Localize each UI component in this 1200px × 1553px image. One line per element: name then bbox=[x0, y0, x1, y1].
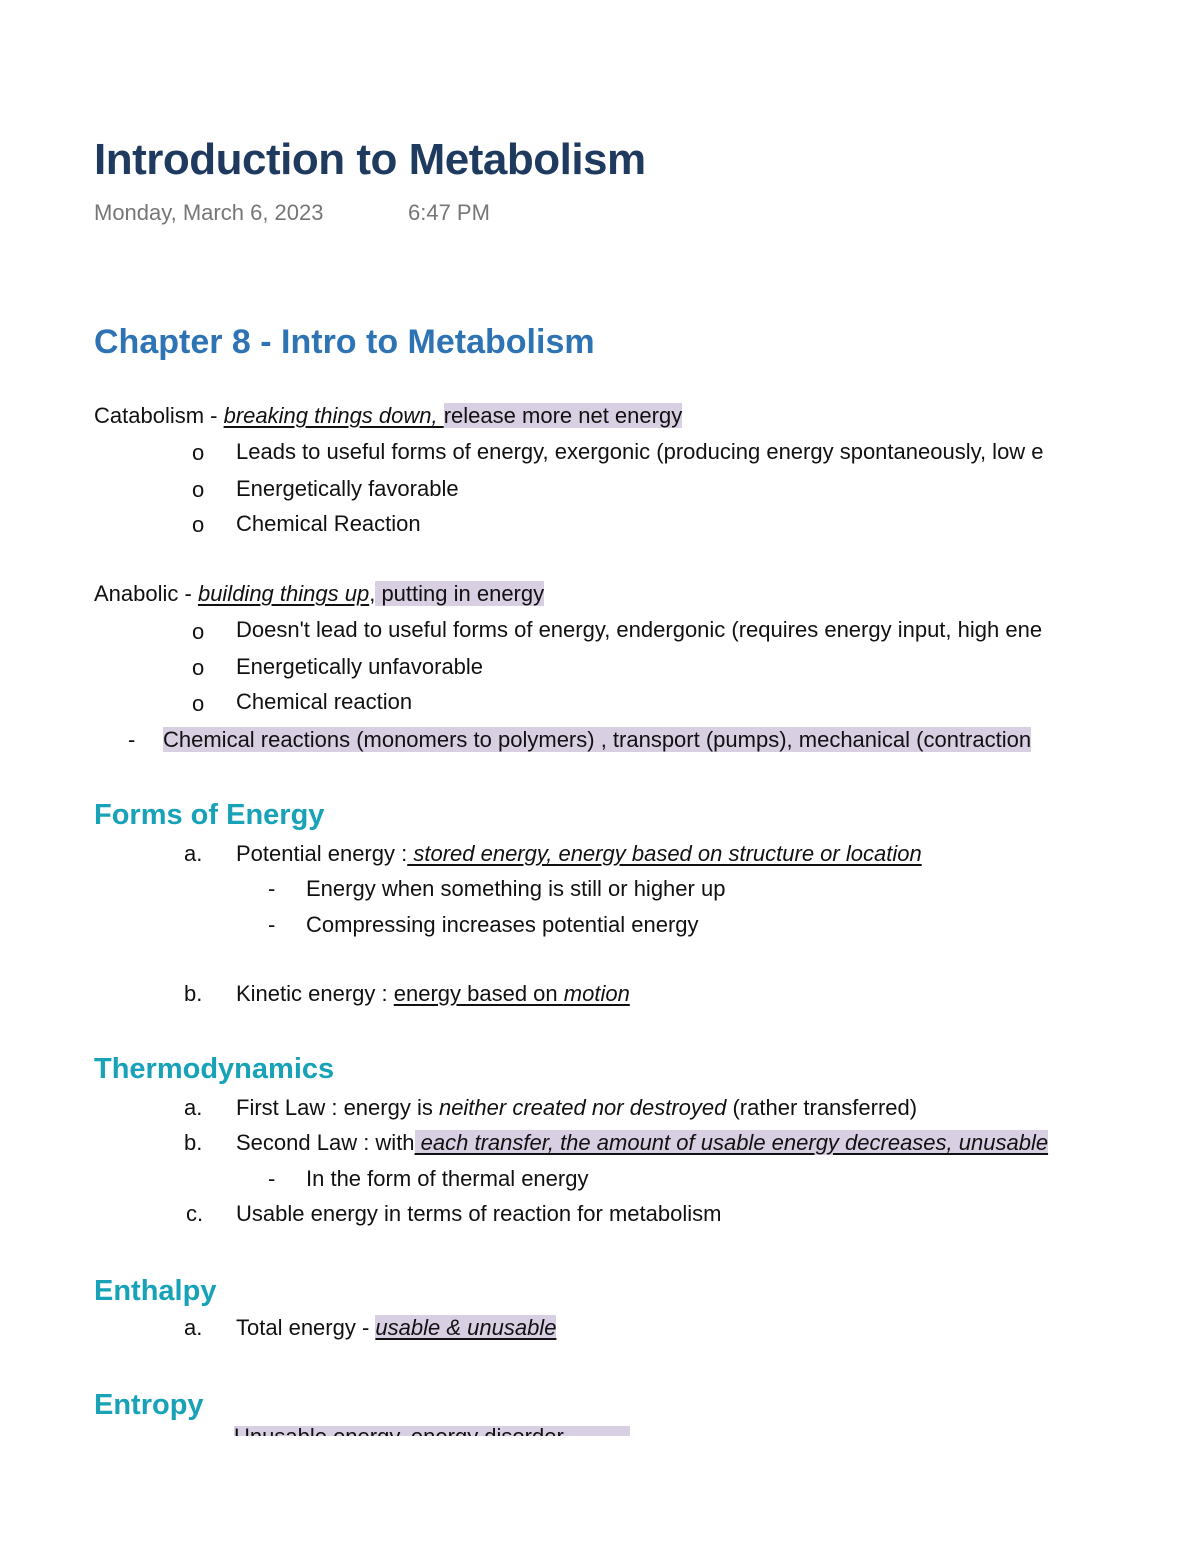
bullet-marker: o bbox=[192, 619, 205, 644]
total-energy-highlight: usable & unusable bbox=[375, 1315, 557, 1340]
anabolic-comma: , bbox=[369, 581, 376, 606]
total-energy-pre: Total energy - bbox=[236, 1315, 376, 1340]
thermo-heading: Thermodynamics bbox=[94, 1053, 335, 1085]
dash-marker: - bbox=[268, 1166, 276, 1191]
first-law-line bbox=[236, 1093, 917, 1123]
chapter-heading: Chapter 8 - Intro to Metabolism bbox=[94, 323, 595, 361]
bullet-marker: o bbox=[192, 512, 205, 537]
catabolism-definition: breaking things down, bbox=[223, 403, 444, 428]
catabolism-item: Leads to useful forms of energy, exergonic (producing energy spontaneously, low e bbox=[236, 439, 1044, 464]
anabolic-item: Energetically unfavorable bbox=[236, 654, 484, 679]
anabolic-item: Doesn't lead to useful forms of energy, endergonic (requires energy input, high ene bbox=[236, 617, 1043, 642]
anabolic-highlight: putting in energy bbox=[375, 581, 545, 606]
potential-label: Potential energy : bbox=[236, 841, 408, 866]
potential-sub-item: Compressing increases potential energy bbox=[306, 912, 699, 937]
catabolism-item: Chemical Reaction bbox=[236, 511, 421, 536]
potential-definition: stored energy, energy based on structure or location bbox=[407, 841, 922, 866]
kinetic-def-text: energy based on bbox=[393, 981, 564, 1006]
potential-sub-item: Energy when something is still or higher up bbox=[306, 876, 726, 901]
first-law-post: (rather transferred) bbox=[726, 1095, 918, 1120]
kinetic-label: Kinetic energy : bbox=[236, 981, 394, 1006]
usable-energy-line: Usable energy in terms of reaction for metabolism bbox=[236, 1201, 722, 1226]
anabolic-line bbox=[94, 579, 544, 609]
list-marker: a. bbox=[184, 841, 203, 866]
anabolic-dash-item bbox=[163, 725, 1031, 755]
anabolic-item: Chemical reaction bbox=[236, 689, 413, 714]
bullet-marker: o bbox=[192, 655, 205, 680]
potential-energy-line bbox=[236, 839, 922, 869]
list-marker: a. bbox=[184, 1315, 203, 1340]
catabolism-line bbox=[94, 401, 682, 431]
dash-marker: - bbox=[268, 876, 276, 901]
kinetic-def-motion: motion bbox=[563, 981, 630, 1006]
anabolic-term: Anabolic - bbox=[94, 581, 198, 606]
dash-marker: - bbox=[268, 912, 276, 937]
anabolic-dash-highlight: Chemical reactions (monomers to polymers) , transport (pumps), mechanical (contraction bbox=[163, 727, 1032, 752]
list-marker: b. bbox=[184, 1130, 203, 1155]
second-law-line bbox=[236, 1128, 1048, 1158]
kinetic-energy-line bbox=[236, 979, 630, 1009]
catabolism-term: Catabolism - bbox=[94, 403, 224, 428]
list-marker: a. bbox=[184, 1095, 203, 1120]
list-marker: c. bbox=[186, 1201, 204, 1226]
list-marker: b. bbox=[184, 981, 203, 1006]
entropy-heading: Entropy bbox=[94, 1389, 204, 1421]
enthalpy-heading: Enthalpy bbox=[94, 1275, 217, 1307]
page-time: 6:47 PM bbox=[408, 200, 490, 225]
second-law-pre: Second Law : with bbox=[236, 1130, 415, 1155]
bullet-marker: o bbox=[192, 477, 205, 502]
anabolic-definition: building things up bbox=[197, 581, 370, 606]
bullet-marker: o bbox=[192, 440, 205, 465]
page-date: Monday, March 6, 2023 bbox=[94, 200, 324, 225]
catabolism-highlight: release more net energy bbox=[443, 403, 683, 428]
total-energy-line bbox=[236, 1313, 556, 1343]
catabolism-item: Energetically favorable bbox=[236, 476, 459, 501]
second-law-highlight: each transfer, the amount of usable energy decreases, unusable bbox=[414, 1130, 1049, 1155]
first-law-italic: neither created nor destroyed bbox=[438, 1095, 727, 1120]
first-law-pre: First Law : energy is bbox=[236, 1095, 439, 1120]
dash-marker: - bbox=[128, 727, 136, 752]
second-law-sub-item: In the form of thermal energy bbox=[306, 1166, 589, 1191]
kinetic-definition bbox=[394, 981, 630, 1006]
page-title: Introduction to Metabolism bbox=[94, 135, 646, 184]
page-bottom-margin bbox=[0, 1436, 1200, 1553]
forms-heading: Forms of Energy bbox=[94, 799, 325, 831]
bullet-marker: o bbox=[192, 691, 205, 716]
entropy-cut-highlight bbox=[234, 1426, 630, 1436]
